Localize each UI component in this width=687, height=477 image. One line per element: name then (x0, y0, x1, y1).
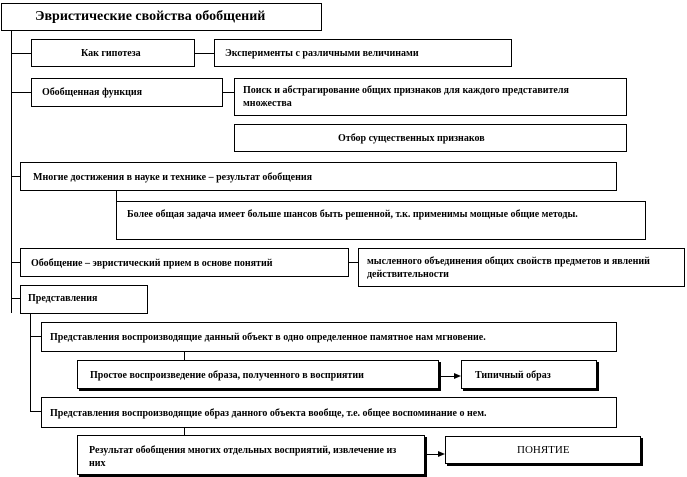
link-specific-simple (184, 352, 185, 360)
repr-specific-box (41, 322, 617, 352)
achievements-box (20, 162, 617, 191)
branch-achievements (11, 176, 20, 177)
branch-generalized-function (11, 92, 31, 93)
concept-box (445, 436, 641, 464)
repr-specific-text: Представления воспроизводящие данный объект в одно определенное памятное нам мгновение. (50, 332, 486, 343)
selection-box (234, 124, 627, 152)
simple-reproduction-text: Простое воспроизведение образа, полученного в восприятии (90, 370, 364, 381)
result-generalization-box (77, 435, 425, 475)
title-text: Эвристические свойства обобщений (35, 9, 266, 24)
experiments-box (214, 39, 512, 67)
simple-reproduction-box (77, 360, 439, 389)
link-function-search (222, 92, 234, 93)
experiments-text: Эксперименты с различными величинами (225, 48, 419, 59)
selection-text: Отбор существенных признаков (338, 133, 485, 144)
general-task-box (116, 201, 646, 240)
generalized-function-text: Обобщенная функция (42, 87, 143, 98)
mental-union-text: мысленного объединения общих свойств предметов и явлений действительности (367, 256, 650, 280)
arrow-result-concept-line (425, 454, 438, 455)
general-task-text: Более общая задача имеет больше шансов быть решенной, т.к. применимы мощные общие методы. (127, 209, 578, 220)
branch-repr-general (30, 411, 41, 412)
link-heuristic-union (348, 262, 358, 263)
branch-hypothesis (11, 53, 31, 54)
repr-general-box (41, 397, 617, 428)
branch-heuristic (11, 262, 20, 263)
representations-text: Представления (28, 293, 98, 304)
arrow-simple-typical-line (439, 376, 454, 377)
representations-box (20, 285, 148, 314)
concept-text: ПОНЯТИЕ (517, 444, 570, 456)
hypothesis-box (31, 39, 195, 67)
generalized-function-box (31, 78, 223, 107)
arrow-result-concept-head (438, 451, 445, 457)
achievements-text: Многие достижения в науке и технике – результат обобщения (33, 172, 313, 183)
typical-image-text: Типичный образ (475, 370, 551, 381)
heuristic-method-text: Обобщение – эвристический прием в основе понятий (31, 258, 273, 269)
arrow-simple-typical-head (454, 373, 461, 379)
branch-representations (11, 298, 20, 299)
branch-repr-specific (30, 336, 41, 337)
title-box (1, 3, 322, 31)
typical-image-box (461, 360, 597, 389)
main-trunk-line (11, 30, 12, 313)
search-abstraction-box (234, 78, 627, 116)
repr-general-text: Представления воспроизводящие образ данного объекта вообще, т.е. общее воспоминание о нем. (50, 408, 487, 419)
link-general-result (184, 427, 185, 435)
representations-trunk (30, 313, 31, 412)
link-hypothesis-experiments (194, 53, 214, 54)
hypothesis-text: Как гипотеза (81, 48, 141, 59)
heuristic-method-box (20, 248, 349, 277)
mental-union-box (358, 248, 685, 287)
result-generalization-text: Результат обобщения многих отдельных восприятий, извлечение из них (89, 445, 397, 469)
search-abstraction-text: Поиск и абстрагирование общих признаков для каждого представителя множества (243, 85, 569, 109)
